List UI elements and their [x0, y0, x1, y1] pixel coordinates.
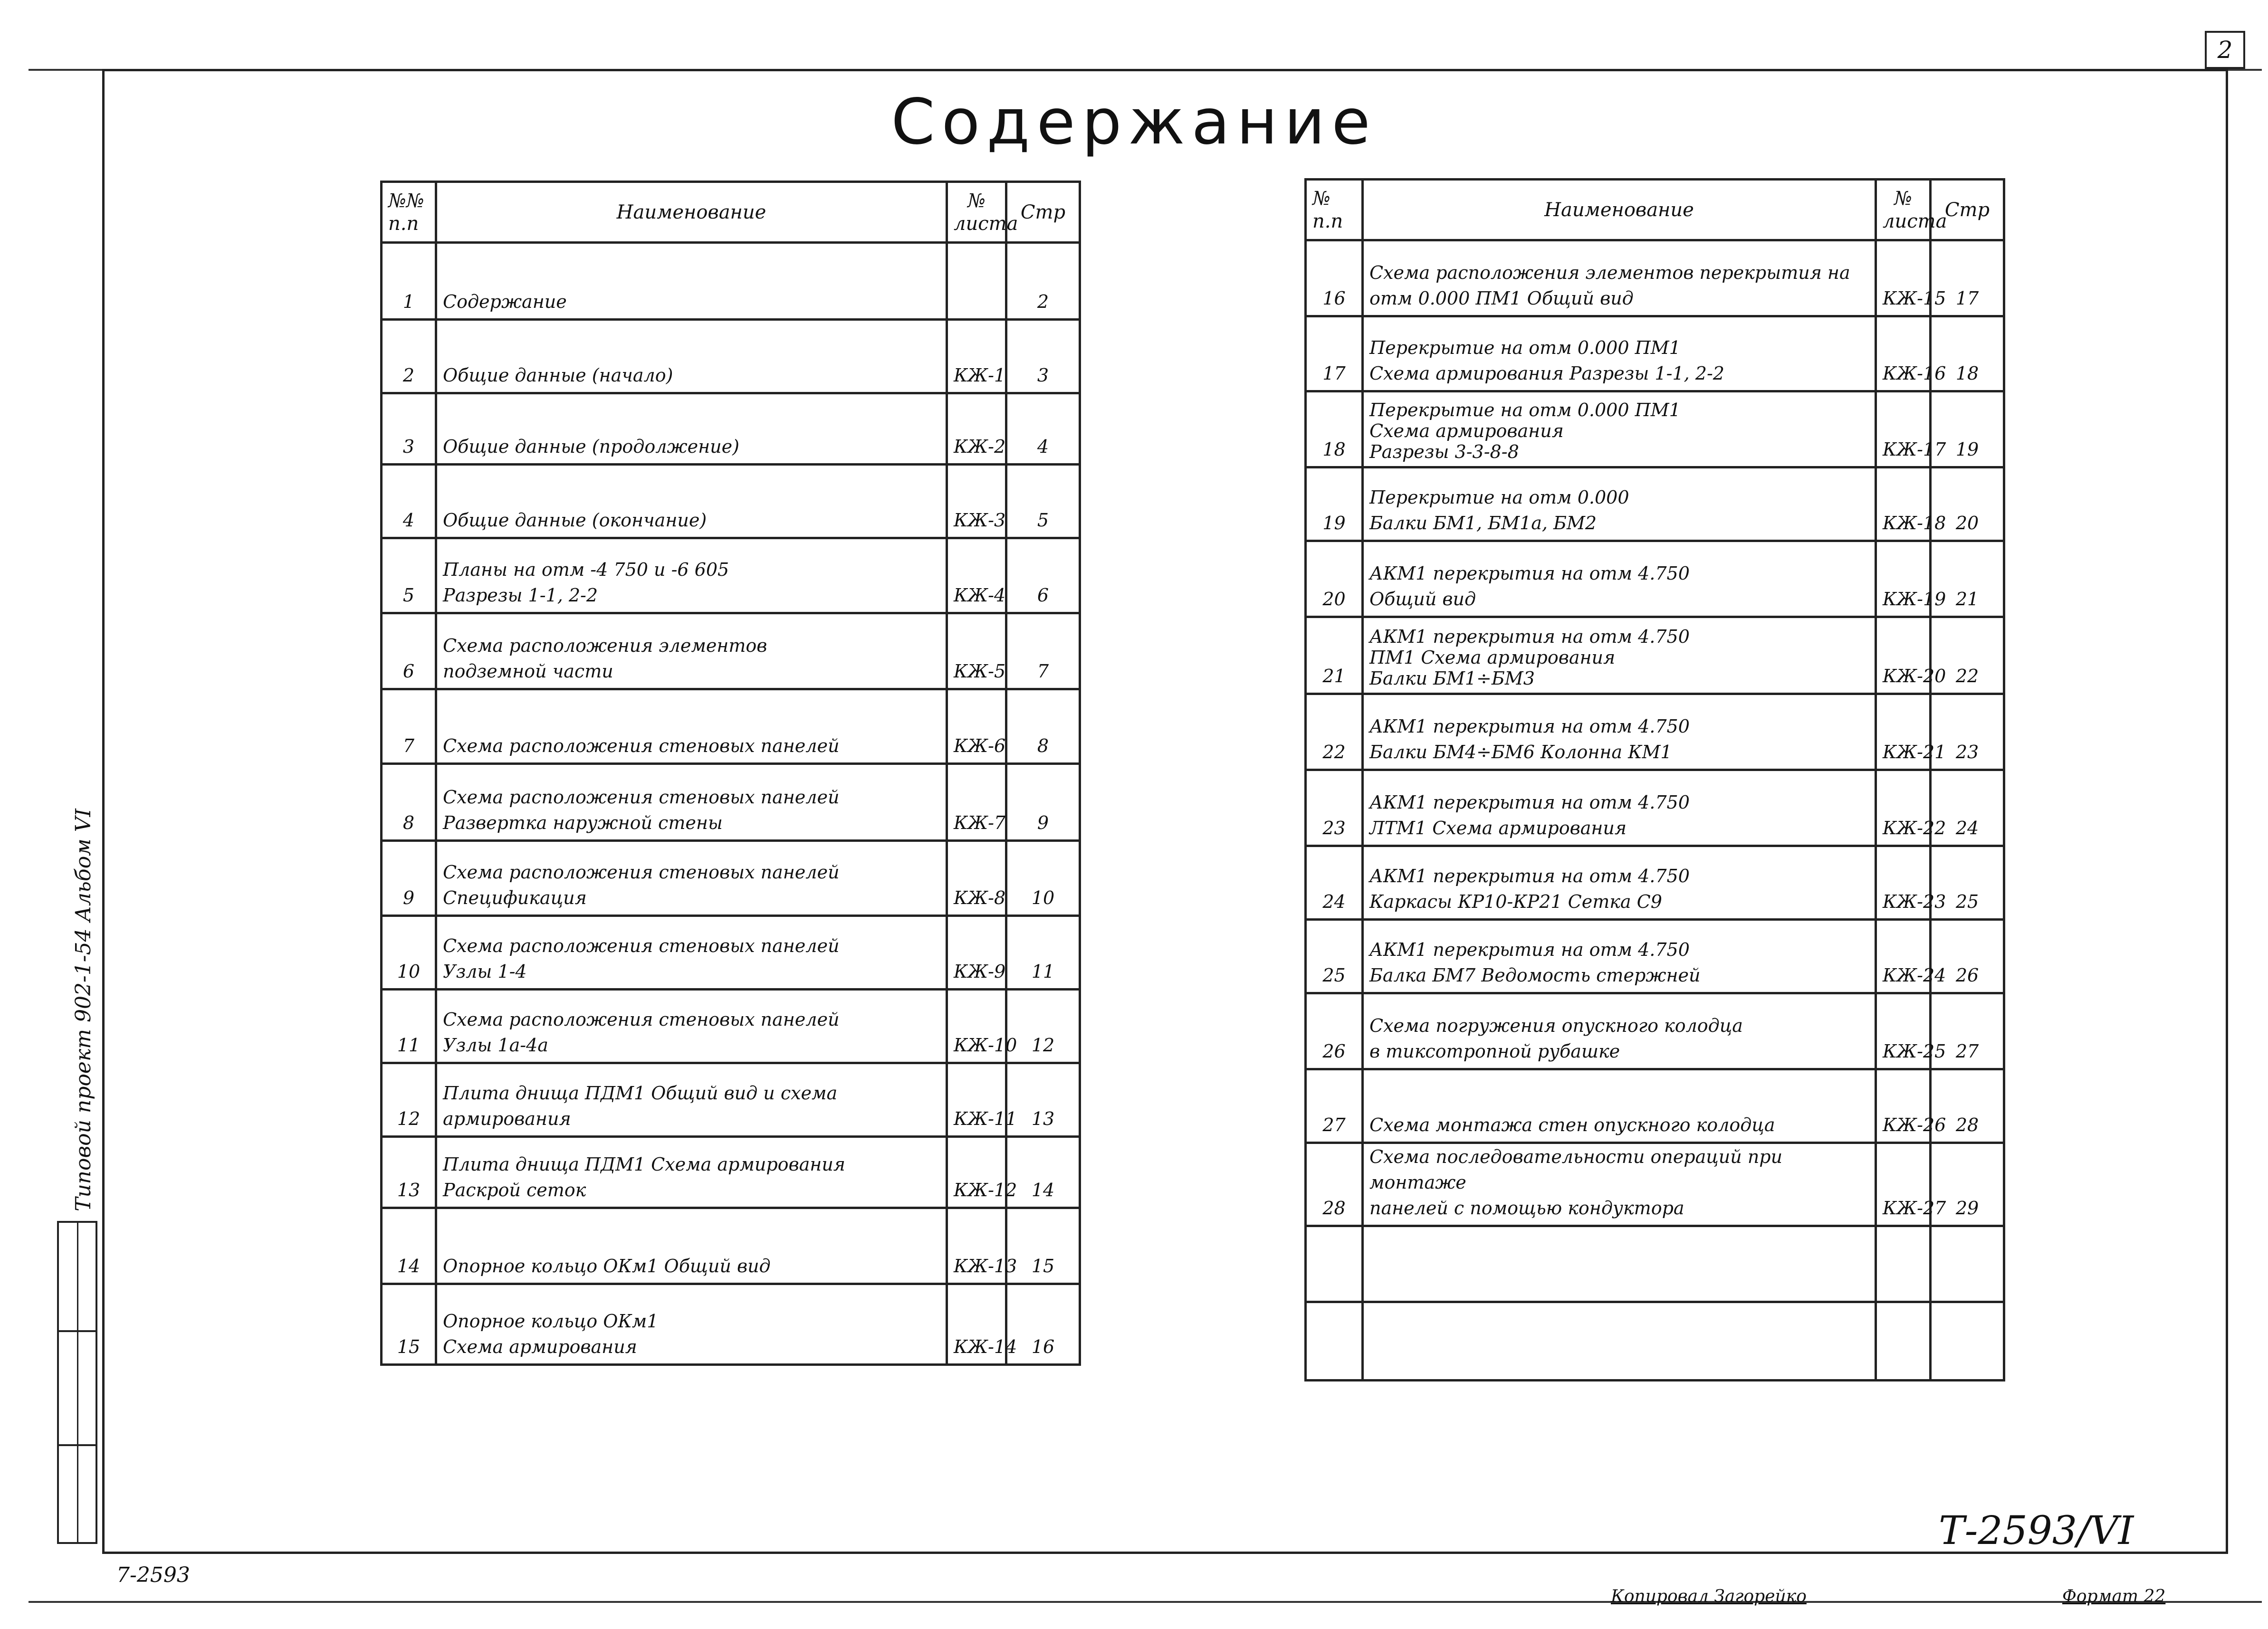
cell-sheet: КЖ-19	[1876, 541, 1931, 617]
cell-num: 22	[1306, 694, 1363, 770]
cell-page: 14	[1006, 1137, 1080, 1208]
table-row	[1306, 240, 2004, 316]
cell-sheet: КЖ-4	[947, 538, 1006, 613]
cell-sheet: КЖ-2	[947, 393, 1006, 465]
cell-num: 24	[1306, 846, 1363, 920]
table-row	[382, 1137, 1080, 1208]
table-row	[382, 916, 1080, 990]
cell-num: 4	[382, 465, 436, 538]
cell-name: Общие данные (начало)	[436, 320, 947, 393]
cell-num	[1306, 1302, 1363, 1381]
cell-num: 27	[1306, 1069, 1363, 1143]
cell-num: 9	[382, 841, 436, 916]
cell-page: 17	[1931, 240, 2004, 316]
cell-num: 15	[382, 1284, 436, 1365]
cell-sheet: КЖ-6	[947, 689, 1006, 764]
table-row	[382, 764, 1080, 841]
cell-name: Планы на отм -4 750 и -6 605 Разрезы 1-1, 2-2	[436, 538, 947, 613]
header-name: Наименование	[436, 182, 947, 243]
cell-num: 18	[1306, 391, 1363, 467]
cell-name: АКМ1 перекрытия на отм 4.750 Балка БМ7 Ведомость стержней	[1363, 920, 1876, 993]
cell-sheet: КЖ-25	[1876, 993, 1931, 1069]
cell-sheet: КЖ-1	[947, 320, 1006, 393]
cell-sheet: КЖ-21	[1876, 694, 1931, 770]
cell-num: 28	[1306, 1143, 1363, 1226]
cell-name: АКМ1 перекрытия на отм 4.750 Общий вид	[1363, 541, 1876, 617]
cell-name: Схема расположения элементов перекрытия на отм 0.000 ПМ1 Общий вид	[1363, 240, 1876, 316]
header-sheet: № листа	[947, 182, 1006, 243]
cell-page: 21	[1931, 541, 2004, 617]
cell-num: 17	[1306, 316, 1363, 391]
table-row	[382, 1208, 1080, 1284]
document-code: Т-2593/VI	[1939, 1508, 2134, 1553]
format-label: Формат 22	[2062, 1587, 2166, 1606]
table-row	[1306, 316, 2004, 391]
cell-name: Общие данные (окончание)	[436, 465, 947, 538]
cell-name: Схема монтажа стен опускного колодца	[1363, 1069, 1876, 1143]
cell-name: Перекрытие на отм 0.000 ПМ1 Схема армирования Разрезы 1-1, 2-2	[1363, 316, 1876, 391]
cell-name: Схема расположения элементов подземной части	[436, 613, 947, 689]
stamp-divider	[57, 1444, 97, 1446]
table-row	[1306, 770, 2004, 846]
cell-name: Схема расположения стеновых панелей Узлы 1-4	[436, 916, 947, 990]
table-row	[382, 320, 1080, 393]
table-row	[1306, 541, 2004, 617]
cell-num: 6	[382, 613, 436, 689]
cell-page: 9	[1006, 764, 1080, 841]
cell-num: 10	[382, 916, 436, 990]
cell-name: АКМ1 перекрытия на отм 4.750 Каркасы КР10-КР21 Сетка С9	[1363, 846, 1876, 920]
cell-num	[1306, 1226, 1363, 1302]
cell-page	[1931, 1302, 2004, 1381]
cell-sheet: КЖ-10	[947, 990, 1006, 1063]
contents-table-left	[380, 181, 1081, 1366]
sheet-number: 2	[2205, 31, 2245, 69]
cell-num: 21	[1306, 617, 1363, 694]
cell-sheet: КЖ-16	[1876, 316, 1931, 391]
cell-num: 2	[382, 320, 436, 393]
cell-page: 23	[1931, 694, 2004, 770]
cell-name: Общие данные (продолжение)	[436, 393, 947, 465]
cell-sheet: КЖ-17	[1876, 391, 1931, 467]
cell-name: Опорное кольцо ОКм1 Схема армирования	[436, 1284, 947, 1365]
cell-sheet	[1876, 1302, 1931, 1381]
cell-page: 18	[1931, 316, 2004, 391]
table-row	[1306, 1143, 2004, 1226]
cell-name: Схема расположения стеновых панелей Узлы 1а-4а	[436, 990, 947, 1063]
cell-page: 4	[1006, 393, 1080, 465]
cell-page: 26	[1931, 920, 2004, 993]
table-row	[1306, 846, 2004, 920]
header-page: Стр	[1931, 180, 2004, 240]
header-name: Наименование	[1363, 180, 1876, 240]
header-page: Стр	[1006, 182, 1080, 243]
cell-name: Схема расположения стеновых панелей	[436, 689, 947, 764]
cell-sheet: КЖ-14	[947, 1284, 1006, 1365]
cell-sheet: КЖ-24	[1876, 920, 1931, 993]
cell-name	[1363, 1302, 1876, 1381]
stamp-divider	[77, 1221, 78, 1544]
cell-num: 13	[382, 1137, 436, 1208]
header-num: №№ п.п	[382, 182, 436, 243]
cell-page: 22	[1931, 617, 2004, 694]
table-row	[382, 990, 1080, 1063]
cell-sheet	[1876, 1226, 1931, 1302]
cell-sheet: КЖ-3	[947, 465, 1006, 538]
table-row	[1306, 993, 2004, 1069]
table-row	[382, 538, 1080, 613]
cell-name: АКМ1 перекрытия на отм 4.750 ЛТМ1 Схема армирования	[1363, 770, 1876, 846]
cell-page: 29	[1931, 1143, 2004, 1226]
copied-by: Копировал Загорейко	[1611, 1587, 1807, 1606]
header-num: № п.п	[1306, 180, 1363, 240]
cell-sheet	[947, 243, 1006, 320]
table-row	[1306, 467, 2004, 541]
cell-page	[1931, 1226, 2004, 1302]
table-row	[382, 841, 1080, 916]
cell-sheet: КЖ-20	[1876, 617, 1931, 694]
cell-num: 8	[382, 764, 436, 841]
cell-page: 6	[1006, 538, 1080, 613]
table-row	[382, 613, 1080, 689]
table-row	[1306, 391, 2004, 467]
cell-num: 12	[382, 1063, 436, 1137]
cell-page: 20	[1931, 467, 2004, 541]
cell-num: 16	[1306, 240, 1363, 316]
stamp-divider	[57, 1330, 97, 1332]
project-side-label: Типовой проект 902-1-54 Альбом VI	[71, 809, 96, 1211]
cell-name: Схема последовательности операций при монтаже панелей с помощью кондуктора	[1363, 1143, 1876, 1226]
cell-sheet: КЖ-11	[947, 1063, 1006, 1137]
cell-page: 2	[1006, 243, 1080, 320]
cell-page: 10	[1006, 841, 1080, 916]
cell-page: 13	[1006, 1063, 1080, 1137]
cell-num: 1	[382, 243, 436, 320]
cell-sheet: КЖ-7	[947, 764, 1006, 841]
cell-name: Содержание	[436, 243, 947, 320]
inventory-code: 7-2593	[116, 1563, 190, 1587]
cell-sheet: КЖ-9	[947, 916, 1006, 990]
table-row	[1306, 1226, 2004, 1302]
cell-name: АКМ1 перекрытия на отм 4.750 ПМ1 Схема армирования Балки БМ1÷БМ3	[1363, 617, 1876, 694]
cell-name: Перекрытие на отм 0.000 Балки БМ1, БМ1а, БМ2	[1363, 467, 1876, 541]
table-row	[1306, 1069, 2004, 1143]
cell-num: 14	[382, 1208, 436, 1284]
cell-page: 16	[1006, 1284, 1080, 1365]
cell-name: Схема расположения стеновых панелей Спецификация	[436, 841, 947, 916]
cell-num: 3	[382, 393, 436, 465]
cell-name	[1363, 1226, 1876, 1302]
table-row	[1306, 694, 2004, 770]
cell-num: 25	[1306, 920, 1363, 993]
cell-sheet: КЖ-8	[947, 841, 1006, 916]
cell-page: 24	[1931, 770, 2004, 846]
table-row	[1306, 920, 2004, 993]
cell-page: 27	[1931, 993, 2004, 1069]
outer-bottom-line	[29, 1601, 2262, 1603]
cell-page: 7	[1006, 613, 1080, 689]
cell-page: 15	[1006, 1208, 1080, 1284]
cell-sheet: КЖ-26	[1876, 1069, 1931, 1143]
cell-num: 5	[382, 538, 436, 613]
cell-num: 11	[382, 990, 436, 1063]
page-title: Содержание	[891, 86, 1377, 159]
cell-name: Схема расположения стеновых панелей Развертка наружной стены	[436, 764, 947, 841]
cell-sheet: КЖ-12	[947, 1137, 1006, 1208]
cell-sheet: КЖ-13	[947, 1208, 1006, 1284]
cell-num: 7	[382, 689, 436, 764]
cell-sheet: КЖ-5	[947, 613, 1006, 689]
cell-name: АКМ1 перекрытия на отм 4.750 Балки БМ4÷БМ6 Колонна КМ1	[1363, 694, 1876, 770]
header-sheet: № листа	[1876, 180, 1931, 240]
cell-page: 11	[1006, 916, 1080, 990]
cell-name: Плита днища ПДМ1 Схема армирования Раскрой сеток	[436, 1137, 947, 1208]
cell-page: 3	[1006, 320, 1080, 393]
contents-table-right	[1304, 178, 2005, 1381]
table-row	[382, 689, 1080, 764]
table-row	[382, 1063, 1080, 1137]
cell-sheet: КЖ-22	[1876, 770, 1931, 846]
table-row	[382, 393, 1080, 465]
cell-name: Опорное кольцо ОКм1 Общий вид	[436, 1208, 947, 1284]
cell-sheet: КЖ-18	[1876, 467, 1931, 541]
table-row	[382, 1284, 1080, 1365]
table-row	[1306, 1302, 2004, 1381]
table-row	[1306, 617, 2004, 694]
table-row	[382, 465, 1080, 538]
cell-page: 12	[1006, 990, 1080, 1063]
cell-sheet: КЖ-15	[1876, 240, 1931, 316]
cell-num: 26	[1306, 993, 1363, 1069]
cell-page: 25	[1931, 846, 2004, 920]
cell-name: Плита днища ПДМ1 Общий вид и схема армирования	[436, 1063, 947, 1137]
cell-sheet: КЖ-23	[1876, 846, 1931, 920]
cell-name: Схема погружения опускного колодца в тиксотропной рубашке	[1363, 993, 1876, 1069]
cell-page: 19	[1931, 391, 2004, 467]
cell-page: 28	[1931, 1069, 2004, 1143]
cell-name: Перекрытие на отм 0.000 ПМ1 Схема армирования Разрезы 3-3-8-8	[1363, 391, 1876, 467]
cell-num: 19	[1306, 467, 1363, 541]
cell-page: 8	[1006, 689, 1080, 764]
table-row	[382, 243, 1080, 320]
cell-sheet: КЖ-27	[1876, 1143, 1931, 1226]
cell-num: 20	[1306, 541, 1363, 617]
cell-num: 23	[1306, 770, 1363, 846]
cell-page: 5	[1006, 465, 1080, 538]
